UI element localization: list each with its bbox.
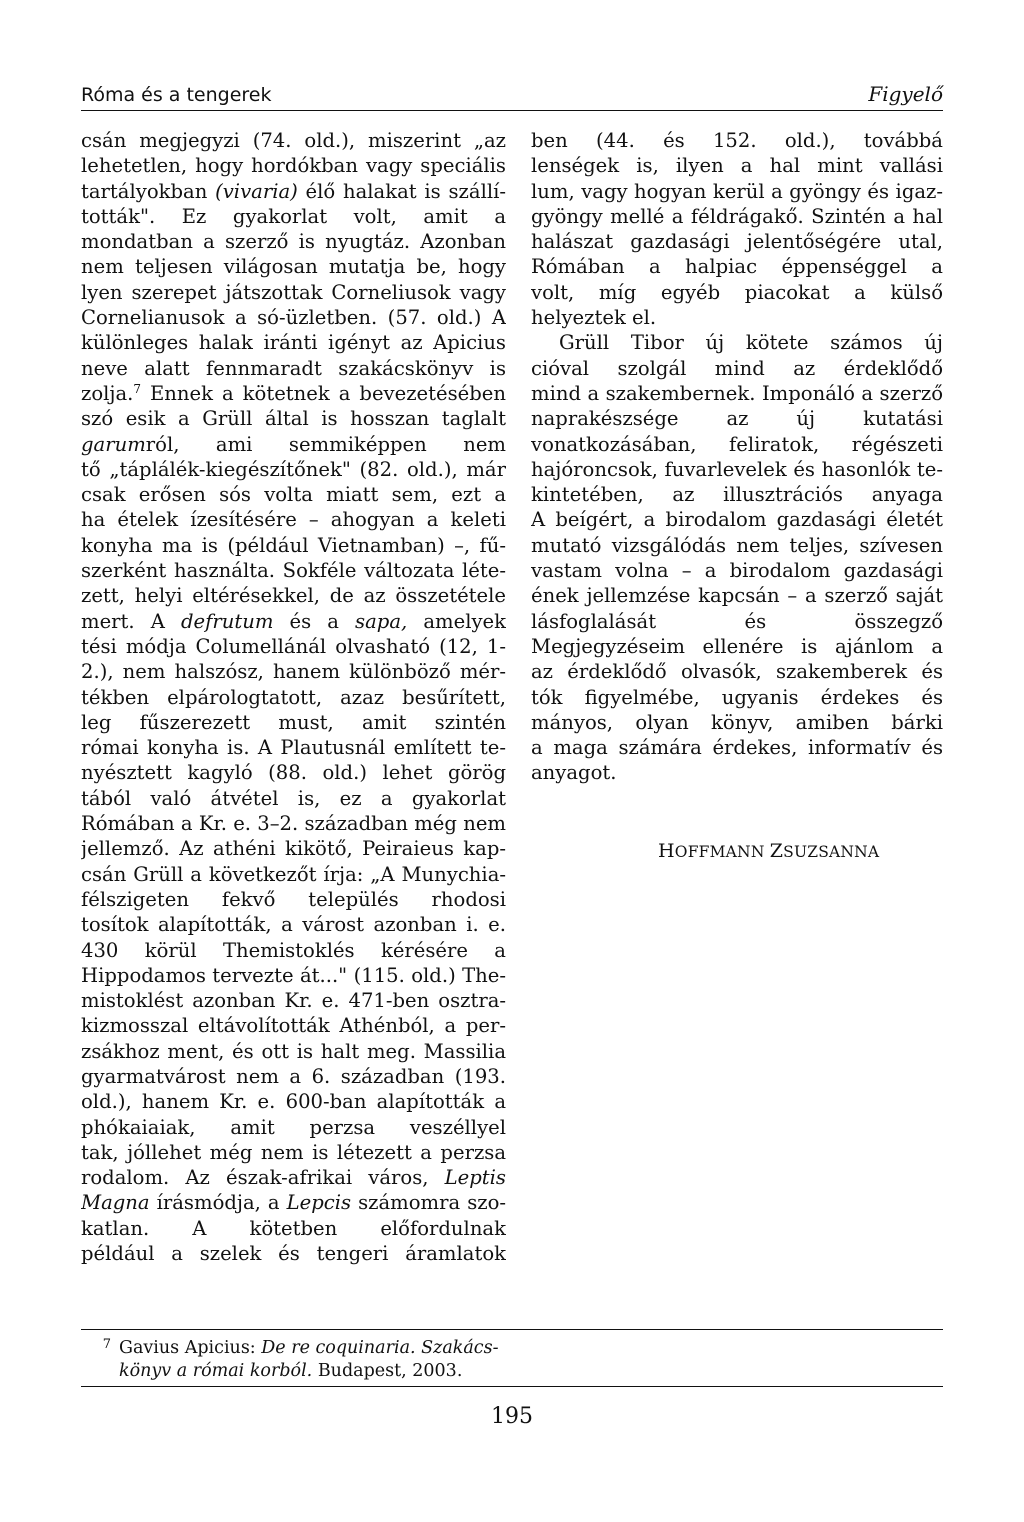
text-line: helyeztek el. [531,306,657,330]
text-line: garumról, ami semmiképpen nem [81,432,506,456]
text-line: tosítok alapították, a várost azonban i. e. [81,913,506,937]
text-line: lehetetlen, hogy hordókban vagy speciális [81,154,506,178]
text-line: 430 körül Themistoklés kérésére a [81,938,506,962]
footnote-line-2: könyv a római korból. Budapest, 2003. [119,1360,463,1381]
text-line: leg fűszerezett must, amit szintén [81,710,506,734]
text-line: ének jellemzése kapcsán – a szerző saját [531,584,943,608]
signature-last-rest: SUZSANNA [783,843,880,861]
text-line: csak erősen sós volta miatt sem, ezt a [81,483,506,507]
text-line: lenségek is, ilyen a hal mint vallási [531,154,943,178]
text-line: mányos, olyan könyv, amiben bárki [531,710,943,734]
text-line: szó esik a Grüll által is hosszan taglalt [81,407,506,431]
text-line: ha ételek ízesítésére – ahogyan a keleti [81,508,506,532]
left-text-column [81,128,506,1266]
text-line: jellemző. Az athéni kikötő, Peiraieus kap- [81,837,506,861]
text-line: halászat gazdasági jelentőségére utal, [531,230,943,254]
footnote-number: 7 [102,1337,111,1352]
text-line: a maga számára érdekes, informatív és [531,736,943,760]
text-line: lum, vagy hogyan kerül a gyöngy és igaz- [531,179,943,203]
text-line: tékben elpárologtatott, azaz besűrített, [81,685,506,709]
running-header [81,80,943,111]
text-line: különleges halak iránti igényt az Apicius [81,331,506,355]
footnote-separator [81,1329,943,1330]
text-line: tók figyelmébe, ugyanis érdekes és [531,685,943,709]
signature-first-initial: H [658,840,675,862]
author-signature [658,840,879,862]
bottom-rule [81,1386,943,1387]
text-line: gyarmatvárost nem a 6. században (193. [81,1064,506,1088]
text-line: kizmosszal eltávolították Athénból, a per- [81,1014,506,1038]
text-line: Rómában a halpiac éppenséggel a [531,255,943,279]
text-line: naprakészsége az új kutatási [531,407,943,431]
text-line: Megjegyzéseim ellenére is ajánlom a [531,634,943,658]
text-line: mind a szakembernek. Imponáló a szerző [531,381,943,405]
text-line: Hippodamos tervezte át..." (115. old.) The- [81,963,506,987]
text-line: félszigeten fekvő település rhodosi [81,887,506,911]
text-line: Grüll Tibor új kötete számos új [559,331,943,355]
text-line: vastam volna – a birodalom gazdasági [531,559,943,583]
text-line: vonatkozásában, feliratok, régészeti [531,432,943,456]
text-line: csán megjegyzi (74. old.), miszerint „az [81,129,506,152]
text-line: Magna írásmódja, a Lepcis számomra szo- [81,1191,506,1215]
text-line: tartályokban (vivaria) élő halakat is szállí- [81,179,506,203]
page-number: 195 [491,1404,533,1429]
text-line: Cornelianusok a só-üzletben. (57. old.) A [81,306,506,330]
right-text-column [531,128,943,786]
text-line: ben (44. és 152. old.), továbbá [531,129,943,152]
text-line: tő „táplálék-kiegészítőnek" (82. old.), már [81,457,506,481]
text-line: zsákhoz ment, és ott is halt meg. Massilia [81,1039,506,1063]
text-line: római konyha is. A Plautusnál említett te- [81,736,506,760]
text-line: katlan. A kötetben előfordulnak [81,1216,506,1240]
text-line: mondatban a szerző is nyugtáz. Azonban [81,230,506,254]
text-line: Rómában a Kr. e. 3–2. században még nem [81,812,506,836]
signature-last-initial: Z [769,840,784,862]
text-line: neve alatt fennmaradt szakácskönyv is [81,356,506,380]
text-line: nem teljesen világosan mutatja be, hogy [81,255,506,279]
text-line: lyen szerepet játszottak Corneliusok vagy [81,280,506,304]
text-line: mert. A defrutum és a sapa, amelyek [81,609,506,633]
text-line: hajóroncsok, fuvarlevelek és hasonlók te- [531,457,943,481]
text-line: mistoklést azonban Kr. e. 471-ben osztra- [81,989,506,1013]
text-line: nyésztett kagyló (88. old.) lehet görög [81,761,506,785]
footnote-line-1: Gavius Apicius: De re coquinaria. Szakács- [119,1338,499,1358]
text-line: például a szelek és tengeri áramlatok [81,1242,506,1266]
text-line: cióval szolgál mind az érdeklődő [531,356,943,380]
text-line: csán Grüll a következőt írja: „A Munychia- [81,862,506,886]
text-line: gyöngy mellé a féldrágakő. Szintén a hal [531,204,943,228]
text-line: tából való átvétel is, ez a gyakorlat [81,786,506,810]
text-line: szerként használta. Sokféle változata léte- [81,559,506,583]
text-line: zolja.$^7$ Ennek a kötetnek a bevezetésében [81,381,506,405]
text-line: konyha ma is (például Vietnamban) –, fű- [81,533,506,557]
text-line: tották". Ez gyakorlat volt, amit a [81,204,506,228]
text-line: phókaiaiak, amit perzsa veszéllyel [81,1115,506,1139]
text-line: 2.), nem halszósz, hanem különböző mér- [81,660,506,684]
column-title: Figyelő [868,82,943,106]
text-line: anyagot. [531,761,617,785]
signature-first-rest: OFFMANN [674,843,765,861]
footnote [81,1334,943,1382]
text-line: rodalom. Az észak-afrikai város, Leptis [81,1166,506,1190]
text-line: az érdeklődő olvasók, szakemberek és [531,660,943,684]
text-line: tak, jóllehet még nem is létezett a perzsa [81,1140,506,1164]
text-line: mutató vizsgálódás nem teljes, szívesen [531,533,943,557]
text-line: lásfoglalását és összegző [531,609,943,633]
text-line: tési módja Columellánál olvasható (12, 1- [81,634,506,658]
text-line: kintetében, az illusztrációs anyaga [531,483,943,507]
section-title: Róma és a tengerek [81,84,272,106]
text-line: zett, helyi eltérésekkel, de az összetétele [81,584,506,608]
text-line: old.), hanem Kr. e. 600-ban alapították a [81,1090,506,1114]
text-line: volt, míg egyéb piacokat a külső [531,280,943,304]
text-line: A beígért, a birodalom gazdasági életét [531,508,943,532]
